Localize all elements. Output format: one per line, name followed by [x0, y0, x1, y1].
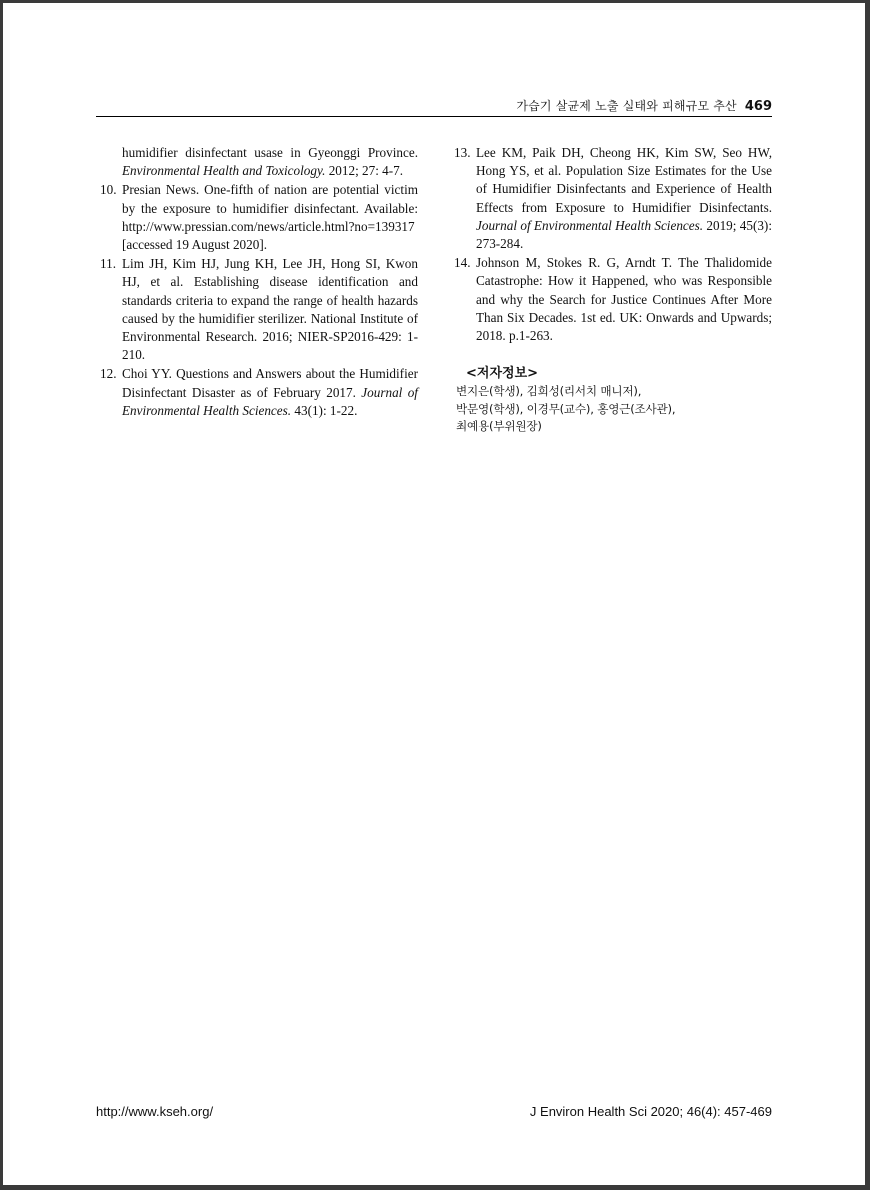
ref10-text: Presian News. One-fifth of nation are potential victim by the exposure to humidifier disinfectant. Available: http://www.pressian.com/news/article.html?no=139317 [accessed 19 August 2020].	[122, 182, 418, 253]
ref12-number: 12.	[100, 366, 117, 382]
author-info-heading: <저자정보>	[466, 366, 539, 382]
ref9-journal: Environmental Health and Toxicology.	[122, 163, 326, 179]
left-column	[100, 144, 418, 421]
page-number: 469	[744, 99, 772, 114]
reference-9-continued	[100, 144, 418, 180]
ref10-number: 10.	[100, 182, 117, 198]
running-title: 가습기 살균제 노출 실태와 피해규모 추산	[516, 99, 737, 113]
running-header	[96, 98, 772, 115]
ref9-text: humidifier disinfectant usase in Gyeonggi Province.	[122, 145, 418, 160]
ref12-tail: 43(1): 1-22.	[291, 402, 358, 418]
footer-url: http://www.kseh.org/	[96, 1104, 214, 1119]
ref11-text: Lim JH, Kim HJ, Jung KH, Lee JH, Hong SI, Kwon HJ, et al. Establishing disease identification and standards criteria to expand the range of health hazards caused by the humidifier sterilizer. National Institute of Environmental Research. 2016; NIER-SP2016-429: 1-210.	[122, 256, 418, 363]
author-info-line-3: 최예용(부위원장)	[456, 419, 542, 434]
reference-14	[454, 254, 772, 345]
reference-11	[100, 255, 418, 364]
ref13-tail: 2019; 45(3): 273-284.	[476, 217, 772, 252]
ref13-journal: Journal of Environmental Health Sciences.	[476, 217, 704, 233]
ref13-text: Lee KM, Paik DH, Cheong HK, Kim SW, Seo HW, Hong YS, et al. Population Size Estimates for the Use of Humidifier Disinfectants and Experience of Health Effects from Exposure to Humidifier Disinfectants.	[476, 145, 772, 215]
author-info-line-2: 박문영(학생), 이경무(교수), 홍영근(조사관),	[456, 401, 676, 416]
ref13-number: 13.	[454, 145, 471, 160]
ref9-tail: 2012; 27: 4-7.	[325, 163, 404, 179]
ref14-text: Johnson M, Stokes R. G, Arndt T. The Thalidomide Catastrophe: How it Happened, who was Responsible and why the Search for Justice Continues After More Than Six Decades. 1st ed. UK: Onwards and Upwards; 2018. p.1-263.	[476, 255, 772, 344]
reference-12	[100, 365, 418, 420]
reference-13	[454, 144, 772, 253]
footer-citation: J Environ Health Sci 2020; 46(4): 457-469	[529, 1104, 772, 1119]
paper-page	[3, 3, 865, 1185]
author-info-line-1: 변지은(학생), 김희성(리서치 매니저),	[456, 384, 642, 399]
ref12-journal: Journal of Environmental Health Sciences.	[122, 384, 418, 418]
ref11-number: 11.	[100, 256, 116, 272]
header-rule	[96, 116, 772, 117]
reference-10	[100, 181, 418, 254]
right-column	[454, 144, 772, 436]
ref14-number: 14.	[454, 255, 471, 271]
ref12-text: Choi YY. Questions and Answers about the Humidifier Disinfectant Disaster as of February 2017.	[122, 366, 418, 400]
